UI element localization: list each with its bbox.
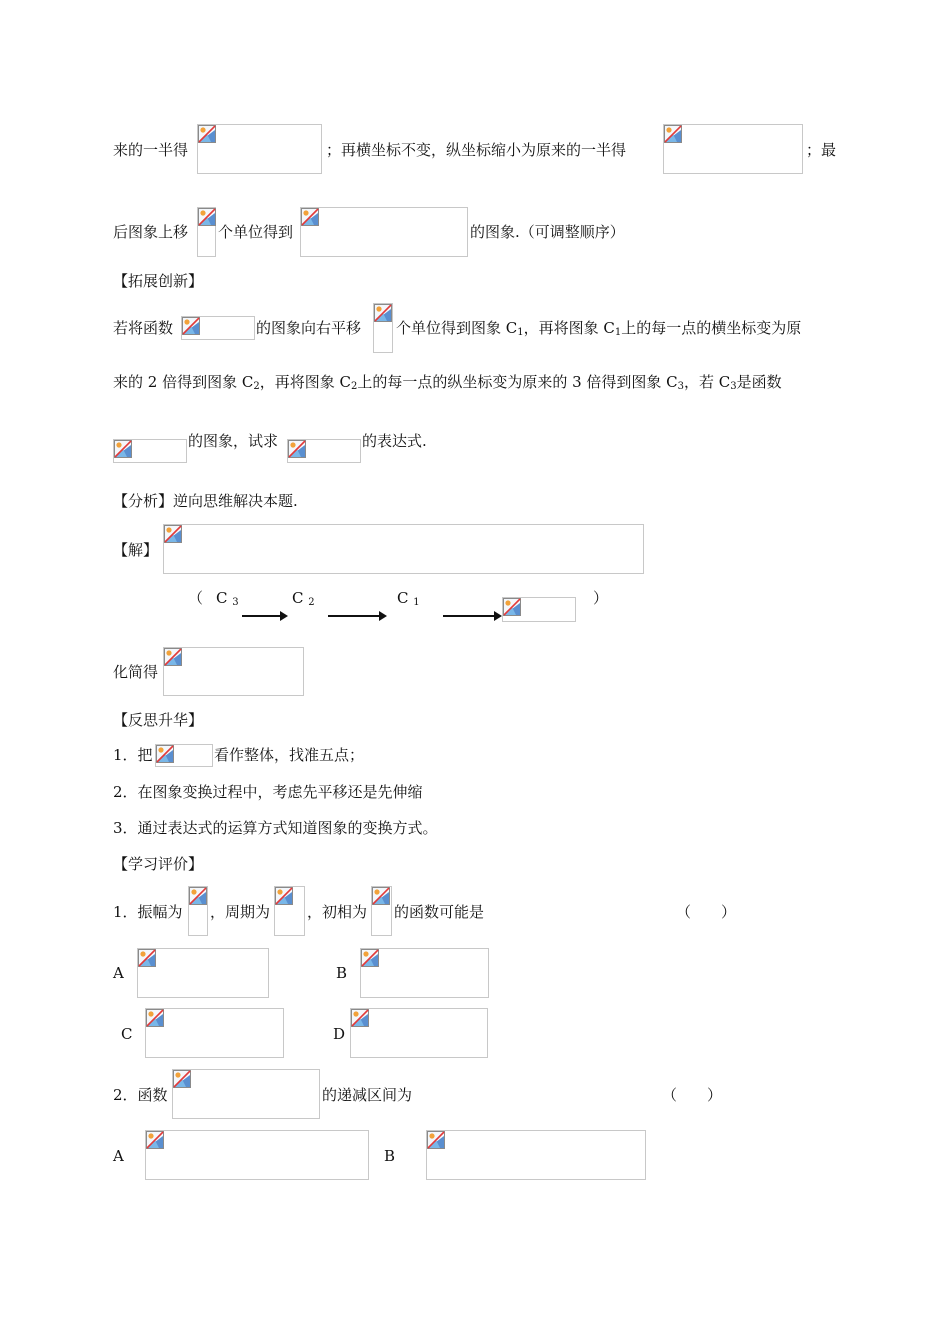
option-label-d: D [333,1025,346,1043]
q1-text: ，周期为 [210,903,271,921]
formula-image [172,1069,320,1119]
reflect-item-1: 1．把 [113,746,153,764]
q1-text: ，初相为 [307,903,368,921]
image-placeholder-icon [138,949,156,967]
problem-text: 若将函数 [113,319,174,337]
chain-close-paren: ） [593,589,609,607]
formula-image [163,647,304,696]
image-placeholder-icon [146,1009,164,1027]
option-label-b: B [336,964,348,982]
q2-text: 2．函数 [113,1086,168,1104]
option-label-c: C [121,1025,133,1043]
formula-image [274,886,305,936]
problem-text: 的图象，试求 [188,432,279,450]
q2-text: 的递减区间为 [322,1086,413,1104]
arrow-icon [328,615,381,617]
simplify-label: 化简得 [113,663,159,681]
image-placeholder-icon [164,525,182,543]
formula-image [137,948,269,998]
formula-image [197,124,322,174]
image-placeholder-icon [361,949,379,967]
formula-image [350,1008,488,1058]
option-label-a: A [113,1147,124,1165]
formula-image [502,597,576,622]
formula-image [181,316,255,340]
formula-image [145,1130,369,1180]
chain-c3: C $_3$ [216,589,239,608]
image-placeholder-icon [351,1009,369,1027]
formula-image [300,207,468,257]
heading-reflect: 【反思升华】 [113,711,204,729]
text-line1-b: ；再横坐标不变，纵坐标缩小为原来的一半得 [326,141,627,159]
image-placeholder-icon [198,208,216,226]
image-placeholder-icon [173,1070,191,1088]
formula-image [371,886,392,936]
heading-eval: 【学习评价】 [113,855,204,873]
image-placeholder-icon [372,887,390,905]
reflect-item-3: 3．通过表达式的运算方式知道图象的变换方式。 [113,819,438,837]
q1-answer-paren: （ ） [676,903,737,921]
formula-image [197,207,216,257]
image-placeholder-icon [198,125,216,143]
problem-text: 的图象向右平移 [256,319,362,337]
image-placeholder-icon [288,440,306,458]
solution-label: 【解】 [113,541,159,559]
image-placeholder-icon [146,1131,164,1149]
q1-text: 的函数可能是 [394,903,485,921]
text-line2-b: 个单位得到 [218,223,294,241]
reflect-item-2: 2．在图象变换过程中，考虑先平移还是先伸缩 [113,783,423,801]
formula-image [287,439,361,463]
image-placeholder-icon [301,208,319,226]
image-placeholder-icon [427,1131,445,1149]
formula-image [163,524,644,574]
chain-c2: C $_2$ [292,589,315,608]
formula-image [155,744,213,767]
image-placeholder-icon [374,304,392,322]
chain-open-paren: （ [188,589,204,607]
q2-answer-paren: （ ） [662,1086,723,1104]
text-line1-c: ；最 [806,141,837,159]
problem-text: 的表达式. [362,432,427,450]
analysis-text: 【分析】逆向思维解决本题. [113,492,298,510]
image-placeholder-icon [503,598,521,616]
image-placeholder-icon [156,745,174,763]
heading-expand: 【拓展创新】 [113,272,204,290]
formula-image [360,948,489,998]
image-placeholder-icon [182,317,200,335]
arrow-icon [242,615,282,617]
text-line2-c: 的图象.（可调整顺序） [470,223,625,241]
image-placeholder-icon [114,440,132,458]
problem-text: 个单位得到图象 $C_1$，再将图象 $C_1$上的每一点的横坐标变为原 [396,319,802,338]
image-placeholder-icon [664,125,682,143]
formula-image [113,439,187,463]
image-placeholder-icon [189,887,207,905]
formula-image [426,1130,646,1180]
formula-image [188,886,208,936]
text-line2-a: 后图象上移 [113,223,189,241]
arrow-icon [443,615,496,617]
image-placeholder-icon [275,887,293,905]
formula-image [663,124,803,174]
chain-c1: C $_1$ [397,589,420,608]
reflect-item-1-rest: 看作整体，找准五点； [214,746,365,764]
formula-image [373,303,393,353]
text-line1-a: 来的一半得 [113,141,189,159]
formula-image [145,1008,284,1058]
q1-text: 1．振幅为 [113,903,183,921]
option-label-a: A [113,964,124,982]
image-placeholder-icon [164,648,182,666]
problem-text: 来的 2 倍得到图象 $C_2$，再将图象 $C_2$上的每一点的纵坐标变为原来的 3 倍得到图象 $C_3$，若 $C_3$是函数 [113,373,782,392]
option-label-b: B [384,1147,396,1165]
